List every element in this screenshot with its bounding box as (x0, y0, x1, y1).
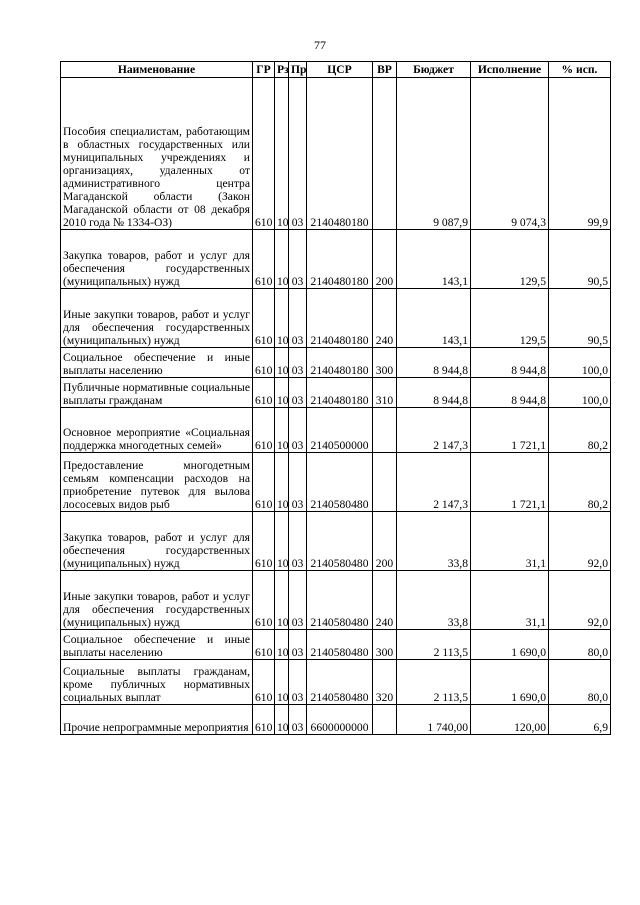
execution-cell: 120,00 (471, 705, 549, 735)
row-name-cell: Пособия специалистам, работающим в областных государственных или муниципальных учреждениях и организациях, удаленных от административного центра Магаданской области (Закон Магаданской области от 08 декабря 2010 года № 1334-ОЗ) (61, 78, 253, 230)
table-body (61, 78, 611, 735)
gr-cell: 610 (253, 289, 275, 348)
table-row (61, 230, 611, 289)
percent-cell: 80,0 (549, 660, 611, 705)
percent-cell: 100,0 (549, 348, 611, 378)
percent-cell: 80,2 (549, 453, 611, 512)
rz-cell: 10 (275, 378, 289, 408)
percent-cell: 100,0 (549, 378, 611, 408)
pr-cell: 03 (289, 512, 307, 571)
page-number: 77 (314, 38, 326, 52)
rz-cell: 10 (275, 408, 289, 453)
header-row (61, 62, 611, 78)
table-row (61, 348, 611, 378)
column-header-budget: Бюджет (397, 62, 471, 78)
pr-cell: 03 (289, 289, 307, 348)
column-header-pr: Пр (289, 62, 307, 78)
row-name-cell: Иные закупки товаров, работ и услуг для обеспечения государственных (муниципальных) нужд (61, 571, 253, 630)
budget-cell: 33,8 (397, 571, 471, 630)
row-name-cell: Социальное обеспечение и иные выплаты населению (61, 348, 253, 378)
rz-cell: 10 (275, 78, 289, 230)
csr-cell: 2140500000 (307, 408, 373, 453)
table-row (61, 289, 611, 348)
pr-cell: 03 (289, 378, 307, 408)
budget-cell: 2 113,5 (397, 660, 471, 705)
row-name-cell: Закупка товаров, работ и услуг для обеспечения государственных (муниципальных) нужд (61, 230, 253, 289)
gr-cell: 610 (253, 453, 275, 512)
budget-cell: 143,1 (397, 289, 471, 348)
csr-cell: 2140480180 (307, 348, 373, 378)
execution-cell: 8 944,8 (471, 378, 549, 408)
rz-cell: 10 (275, 512, 289, 571)
percent-cell: 99,9 (549, 78, 611, 230)
pr-cell: 03 (289, 571, 307, 630)
row-name-cell: Основное мероприятие «Социальная поддержка многодетных семей» (61, 408, 253, 453)
percent-cell: 90,5 (549, 289, 611, 348)
pr-cell: 03 (289, 348, 307, 378)
row-name-cell: Предоставление многодетным семьям компенсации расходов на приобретение путевок для вылова лососевых видов рыб (61, 453, 253, 512)
table-row (61, 78, 611, 230)
csr-cell: 2140580480 (307, 630, 373, 660)
gr-cell: 610 (253, 512, 275, 571)
csr-cell: 2140580480 (307, 512, 373, 571)
budget-cell: 8 944,8 (397, 348, 471, 378)
gr-cell: 610 (253, 571, 275, 630)
gr-cell: 610 (253, 230, 275, 289)
table-row (61, 571, 611, 630)
execution-cell: 1 690,0 (471, 630, 549, 660)
row-name-cell: Прочие непрограммные мероприятия (61, 705, 253, 735)
vr-cell: 200 (373, 512, 397, 571)
csr-cell: 2140480180 (307, 378, 373, 408)
execution-cell: 9 074,3 (471, 78, 549, 230)
gr-cell: 610 (253, 630, 275, 660)
rz-cell: 10 (275, 453, 289, 512)
vr-cell: 300 (373, 630, 397, 660)
csr-cell: 2140480180 (307, 78, 373, 230)
csr-cell: 2140580480 (307, 571, 373, 630)
budget-cell: 9 087,9 (397, 78, 471, 230)
csr-cell: 2140480180 (307, 230, 373, 289)
vr-cell: 240 (373, 289, 397, 348)
execution-cell: 1 721,1 (471, 453, 549, 512)
vr-cell: 310 (373, 378, 397, 408)
gr-cell: 610 (253, 378, 275, 408)
budget-table (60, 61, 611, 735)
execution-cell: 1 721,1 (471, 408, 549, 453)
gr-cell: 610 (253, 408, 275, 453)
vr-cell: 300 (373, 348, 397, 378)
row-name-cell: Социальные выплаты гражданам, кроме публичных нормативных социальных выплат (61, 660, 253, 705)
gr-cell: 610 (253, 660, 275, 705)
pr-cell: 03 (289, 408, 307, 453)
rz-cell: 10 (275, 660, 289, 705)
budget-cell: 2 113,5 (397, 630, 471, 660)
percent-cell: 6,9 (549, 705, 611, 735)
execution-cell: 129,5 (471, 289, 549, 348)
vr-cell (373, 705, 397, 735)
execution-cell: 8 944,8 (471, 348, 549, 378)
row-name-cell: Социальное обеспечение и иные выплаты населению (61, 630, 253, 660)
rz-cell: 10 (275, 705, 289, 735)
table-row (61, 378, 611, 408)
rz-cell: 10 (275, 571, 289, 630)
column-header-name: Наименование (61, 62, 253, 78)
execution-cell: 31,1 (471, 571, 549, 630)
csr-cell: 6600000000 (307, 705, 373, 735)
csr-cell: 2140580480 (307, 660, 373, 705)
pr-cell: 03 (289, 230, 307, 289)
table-header (61, 62, 611, 78)
budget-cell: 8 944,8 (397, 378, 471, 408)
gr-cell: 610 (253, 348, 275, 378)
column-header-csr: ЦСР (307, 62, 373, 78)
table-row (61, 512, 611, 571)
execution-cell: 1 690,0 (471, 660, 549, 705)
vr-cell: 200 (373, 230, 397, 289)
column-header-rz: Рз (275, 62, 289, 78)
vr-cell: 320 (373, 660, 397, 705)
gr-cell: 610 (253, 705, 275, 735)
pr-cell: 03 (289, 705, 307, 735)
rz-cell: 10 (275, 630, 289, 660)
row-name-cell: Публичные нормативные социальные выплаты гражданам (61, 378, 253, 408)
vr-cell (373, 408, 397, 453)
csr-cell: 2140480180 (307, 289, 373, 348)
table-row (61, 408, 611, 453)
column-header-percent: % исп. (549, 62, 611, 78)
vr-cell (373, 78, 397, 230)
rz-cell: 10 (275, 289, 289, 348)
row-name-cell: Закупка товаров, работ и услуг для обеспечения государственных (муниципальных) нужд (61, 512, 253, 571)
percent-cell: 92,0 (549, 512, 611, 571)
percent-cell: 90,5 (549, 230, 611, 289)
budget-cell: 33,8 (397, 512, 471, 571)
row-name-cell: Иные закупки товаров, работ и услуг для обеспечения государственных (муниципальных) нужд (61, 289, 253, 348)
budget-cell: 2 147,3 (397, 453, 471, 512)
execution-cell: 129,5 (471, 230, 549, 289)
budget-cell: 1 740,00 (397, 705, 471, 735)
table-row (61, 660, 611, 705)
pr-cell: 03 (289, 453, 307, 512)
table-row (61, 705, 611, 735)
pr-cell: 03 (289, 630, 307, 660)
rz-cell: 10 (275, 348, 289, 378)
percent-cell: 80,2 (549, 408, 611, 453)
gr-cell: 610 (253, 78, 275, 230)
csr-cell: 2140580480 (307, 453, 373, 512)
column-header-gr: ГР (253, 62, 275, 78)
rz-cell: 10 (275, 230, 289, 289)
table-row (61, 630, 611, 660)
budget-cell: 143,1 (397, 230, 471, 289)
vr-cell: 240 (373, 571, 397, 630)
column-header-vr: ВР (373, 62, 397, 78)
column-header-execution: Исполнение (471, 62, 549, 78)
percent-cell: 80,0 (549, 630, 611, 660)
table-row (61, 453, 611, 512)
pr-cell: 03 (289, 660, 307, 705)
pr-cell: 03 (289, 78, 307, 230)
vr-cell (373, 453, 397, 512)
execution-cell: 31,1 (471, 512, 549, 571)
budget-cell: 2 147,3 (397, 408, 471, 453)
percent-cell: 92,0 (549, 571, 611, 630)
